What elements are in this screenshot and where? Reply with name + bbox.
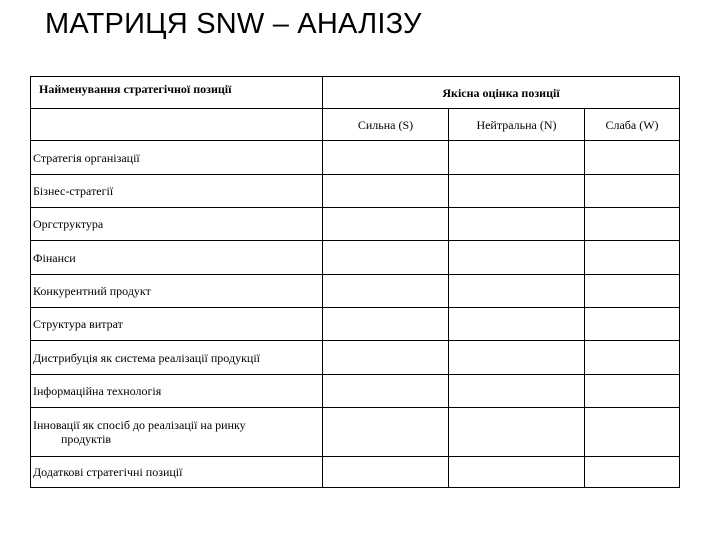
cell-s [323, 457, 449, 488]
table-row [31, 175, 680, 208]
header-quality-assessment: Якісна оцінка позиції [323, 77, 680, 109]
cell-w [585, 175, 680, 208]
cell-n [449, 208, 585, 241]
table-row [31, 375, 680, 408]
header-strong: Сильна (S) [323, 109, 449, 141]
cell-n [449, 141, 585, 175]
row-label-distribution: Дистрибуція як система реалізації продукції [31, 341, 323, 375]
cell-n [449, 341, 585, 375]
table-row [31, 208, 680, 241]
cell-s [323, 375, 449, 408]
row-label-competitive-product: Конкурентний продукт [31, 275, 323, 308]
header-strategic-position: Найменування стратегічної позиції [31, 77, 323, 109]
table-row [31, 408, 680, 457]
cell-w [585, 341, 680, 375]
cell-w [585, 241, 680, 275]
cell-n [449, 308, 585, 341]
table-row [31, 457, 680, 488]
row-label-innovation-line2: продуктів [61, 432, 112, 446]
table-row [31, 308, 680, 341]
cell-w [585, 408, 680, 457]
snw-matrix-table [30, 76, 680, 488]
row-label-it: Інформаційна технологія [31, 375, 323, 408]
header-neutral: Нейтральна (N) [449, 109, 585, 141]
cell-n [449, 275, 585, 308]
cell-w [585, 457, 680, 488]
table-row [31, 241, 680, 275]
row-label-innovation [31, 408, 323, 457]
cell-s [323, 141, 449, 175]
cell-w [585, 375, 680, 408]
row-label-org-strategy: Стратегія організації [31, 141, 323, 175]
cell-s [323, 408, 449, 457]
cell-n [449, 375, 585, 408]
cell-w [585, 275, 680, 308]
cell-n [449, 175, 585, 208]
row-label-cost-structure: Структура витрат [31, 308, 323, 341]
cell-w [585, 141, 680, 175]
row-label-business-strategies: Бізнес-стратегії [31, 175, 323, 208]
table-row [31, 341, 680, 375]
cell-s [323, 208, 449, 241]
header-row-2 [31, 109, 680, 141]
slide-title: МАТРИЦЯ SNW – АНАЛІЗУ [45, 8, 422, 40]
cell-w [585, 208, 680, 241]
row-label-additional: Додаткові стратегічні позиції [31, 457, 323, 488]
cell-s [323, 341, 449, 375]
cell-w [585, 308, 680, 341]
row-label-innovation-line1: Інновації як спосіб до реалізації на ринку [33, 418, 246, 432]
cell-s [323, 175, 449, 208]
cell-n [449, 408, 585, 457]
table-row [31, 141, 680, 175]
header-weak: Слаба (W) [585, 109, 680, 141]
cell-s [323, 308, 449, 341]
row-label-org-structure: Оргструктура [31, 208, 323, 241]
header-empty-cell [31, 109, 323, 141]
cell-n [449, 241, 585, 275]
table-row [31, 275, 680, 308]
cell-s [323, 241, 449, 275]
cell-s [323, 275, 449, 308]
header-row-1 [31, 77, 680, 109]
row-label-finance: Фінанси [31, 241, 323, 275]
cell-n [449, 457, 585, 488]
